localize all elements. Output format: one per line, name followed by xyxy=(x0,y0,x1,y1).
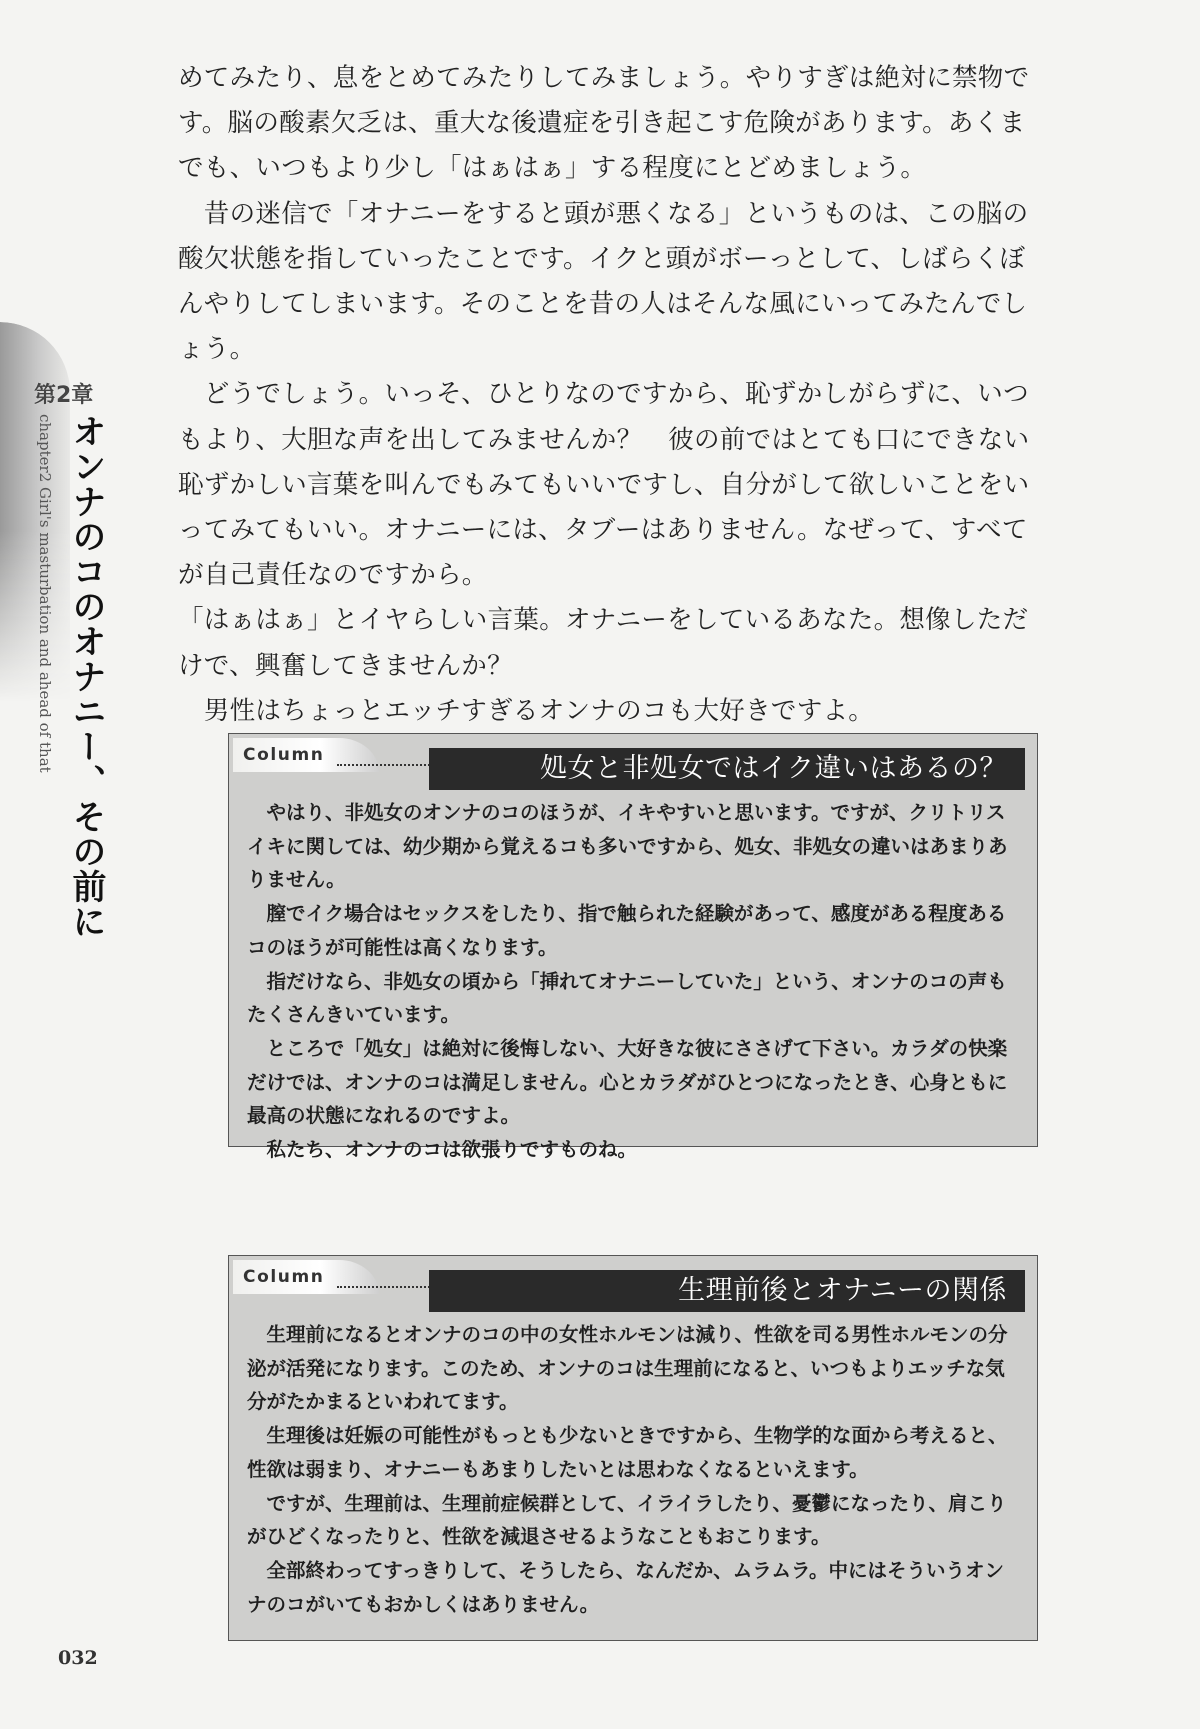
chapter-number: 第2章 xyxy=(34,383,94,408)
body-paragraph: めてみたり、息をとめてみたりしてみましょう。やりすぎは絶対に禁物です。脳の酸素欠乏は、重大な後遺症を引き起こす危険があります。あくまでも、いつもより少し「はぁはぁ」する程度にとどめましょう。 xyxy=(178,63,1030,184)
column-paragraph: 指だけなら、非処女の頃から「挿れてオナニーしていた」という、オンナのコの声もたくさんきいています。 xyxy=(247,969,1007,1027)
body-paragraph: 男性はちょっとエッチすぎるオンナのコも大好きですよ。 xyxy=(178,695,875,726)
column-title: 生理前後とオナニーの関係 xyxy=(429,1270,1025,1312)
column-paragraph: ところで「処女」は絶対に後悔しない、大好きな彼にささげて下さい。カラダの快楽だけでは、オンナのコは満足しません。心とカラダがひとつになったとき、心身ともに最高の状態になれるのですよ。 xyxy=(247,1036,1008,1128)
column-paragraph: ですが、生理前は、生理前症候群として、イライラしたり、憂鬱になったり、肩こりがひどくなったりと、性欲を減退させるようなこともおこります。 xyxy=(247,1491,1007,1549)
column-paragraph: やはり、非処女のオンナのコのほうが、イキやすいと思います。ですが、クリトリスイキに関しては、幼少期から覚えるコも多いですから、処女、非処女の違いはあまりありません。 xyxy=(247,801,1008,892)
column-box xyxy=(228,1255,1038,1641)
column-body xyxy=(229,790,1037,1167)
column-paragraph: 全部終わってすっきりして、そうしたら、なんだか、ムラムラ。中にはそういうオンナのコがいてもおかしくはありません。 xyxy=(247,1558,1004,1616)
body-text xyxy=(178,56,1048,734)
column-body xyxy=(229,1312,1037,1621)
column-tag: Column xyxy=(233,738,379,772)
column-dotted-rule xyxy=(337,764,433,766)
chapter-title: オンナのコのオナニー、その前に xyxy=(66,414,106,939)
column-header xyxy=(229,1256,1037,1312)
body-paragraph: 「はぁはぁ」とイヤらしい言葉。オナニーをしているあなた。想像しただけで、興奮してきませんか？ xyxy=(178,605,1029,681)
column-title: 処女と非処女ではイク違いはあるの？ xyxy=(429,748,1025,790)
column-header xyxy=(229,734,1037,790)
chapter-subtitle: chapter2 Girl's masturbation and ahead of that xyxy=(36,414,54,773)
column-paragraph: 生理後は妊娠の可能性がもっとも少ないときですから、生物学的な面から考えると、性欲は弱まり、オナニーもあまりしたいとは思わなくなるといえます。 xyxy=(247,1424,1008,1481)
column-paragraph: 膣でイク場合はセックスをしたり、指で触られた経験があって、感度がある程度あるコのほうが可能性は高くなります。 xyxy=(247,902,1007,959)
column-box xyxy=(228,733,1038,1162)
column-tag: Column xyxy=(233,1260,379,1294)
page-number: 032 xyxy=(58,1647,98,1669)
body-paragraph: どうでしょう。いっそ、ひとりなのですから、恥ずかしがらずに、いつもより、大胆な声を出してみませんか？ 彼の前ではとても口にできない恥ずかしい言葉を叫んでもみてもいいですし、自分がして欲しいことをいってみてもいい。オナニーには、タブーはありません。なぜって、すべてが自己責任なのですから。 xyxy=(178,379,1030,591)
column-paragraph: 生理前になるとオンナのコの中の女性ホルモンは減り、性欲を司る男性ホルモンの分泌が活発になります。このため、オンナのコは生理前になると、いつもよりエッチな気分がたかまるといわれてます。 xyxy=(247,1323,1008,1414)
column-paragraph: 私たち、オンナのコは欲張りですものね。 xyxy=(247,1138,638,1162)
body-paragraph: 昔の迷信で「オナニーをすると頭が悪くなる」というものは、この脳の酸欠状態を指していったことです。イクと頭がボーっとして、しばらくぼんやりしてしまいます。そのことを昔の人はそんな風にいってみたんでしょう。 xyxy=(178,198,1029,365)
column-dotted-rule xyxy=(337,1286,433,1288)
